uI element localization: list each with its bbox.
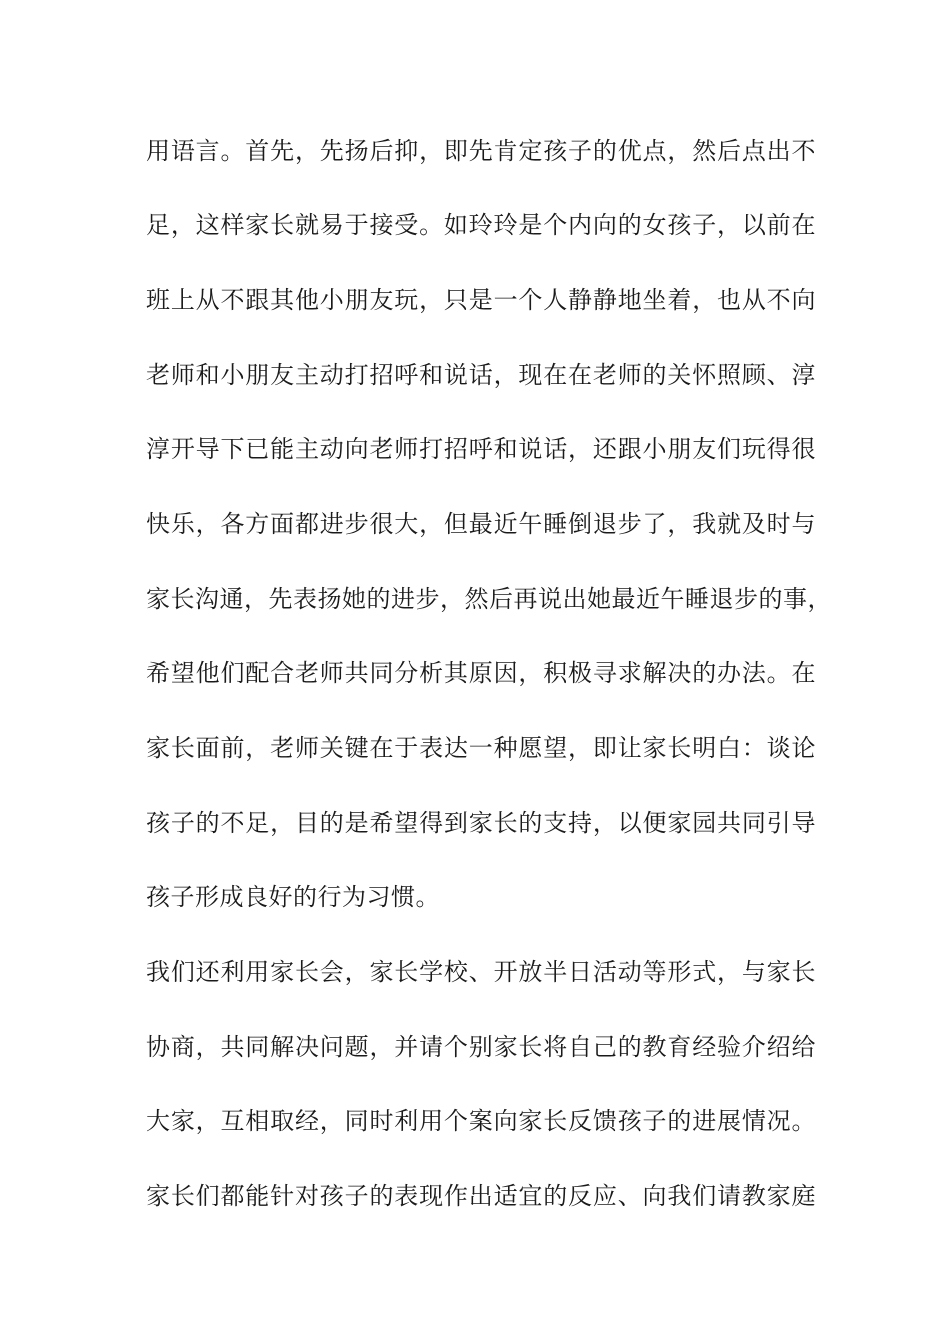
text-line: 老师和小朋友主动打招呼和说话，现在在老师的关怀照顾、淳 — [146, 361, 816, 389]
text-line: 大家，互相取经，同时利用个案向家长反馈孩子的进展情况。 — [146, 1107, 816, 1135]
text-line: 孩子的不足，目的是希望得到家长的支持，以便家园共同引导 — [146, 809, 816, 837]
text-line: 我们还利用家长会，家长学校、开放半日活动等形式，与家长 — [146, 958, 816, 986]
text-line: 淳开导下已能主动向老师打招呼和说话，还跟小朋友们玩得很 — [146, 435, 816, 463]
text-line: 希望他们配合老师共同分析其原因，积极寻求解决的办法。在 — [146, 659, 816, 687]
text-line: 协商，共同解决问题，并请个别家长将自己的教育经验介绍给 — [146, 1033, 816, 1061]
text-line: 足，这样家长就易于接受。如玲玲是个内向的女孩子，以前在 — [146, 211, 816, 239]
text-line: 家长们都能针对孩子的表现作出适宜的反应、向我们请教家庭 — [146, 1182, 816, 1210]
text-line: 用语言。首先，先扬后抑，即先肯定孩子的优点，然后点出不 — [146, 137, 816, 165]
text-line: 快乐，各方面都进步很大，但最近午睡倒退步了，我就及时与 — [146, 510, 816, 538]
text-line: 家长面前，老师关键在于表达一种愿望，即让家长明白：谈论 — [146, 734, 816, 762]
text-line: 班上从不跟其他小朋友玩，只是一个人静静地坐着，也从不向 — [146, 286, 816, 314]
text-line-paragraph-end: 孩子形成良好的行为习惯。 — [146, 883, 440, 911]
text-line: 家长沟通，先表扬她的进步，然后再说出她最近午睡退步的事， — [146, 585, 832, 613]
